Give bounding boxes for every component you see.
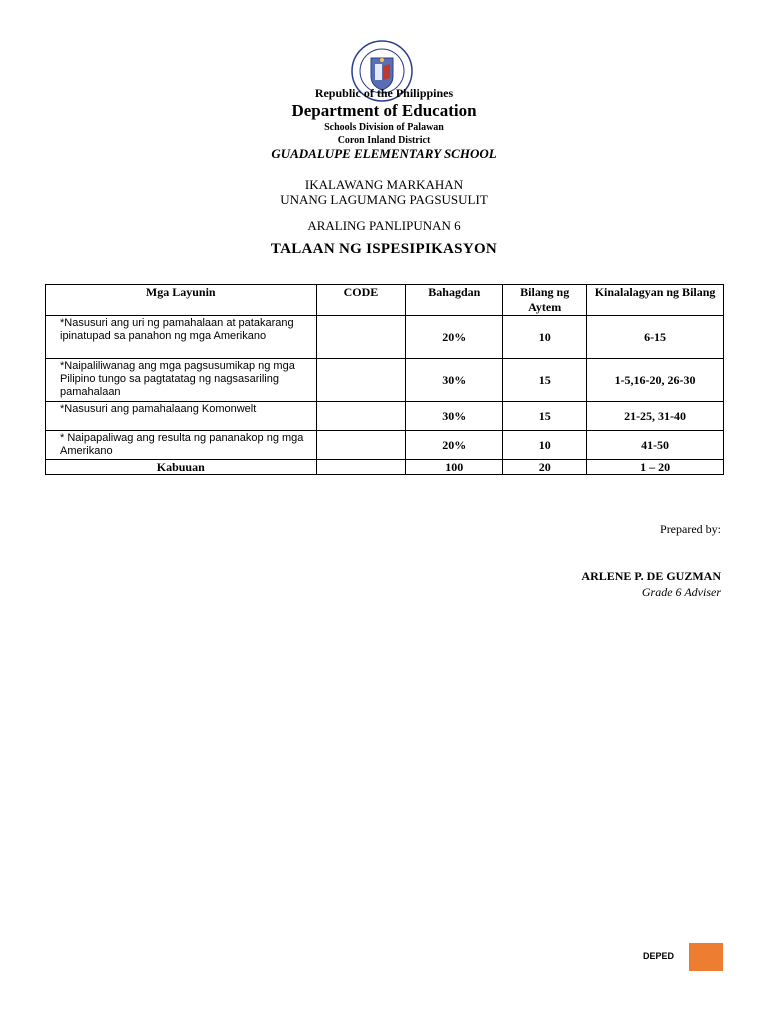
table-row [46,359,724,402]
items-cell: 10 [503,316,587,359]
objective-cell: *Nasusuri ang pamahalaang Komonwelt [46,402,317,431]
objective-cell: *Nasusuri ang uri ng pamahalaan at patakarang ipinatupad sa panahon ng mga Amerikano [46,316,317,359]
percent-cell: 30% [406,402,503,431]
footer-accent-box [689,943,723,971]
code-cell [316,316,406,359]
header-percent: Bahagdan [406,285,503,316]
header-items: Bilang ng Aytem [503,285,587,316]
items-cell: 15 [503,402,587,431]
total-code [316,460,406,475]
total-placement: 1 – 20 [587,460,724,475]
specification-table [45,284,724,475]
school-name: GUADALUPE ELEMENTARY SCHOOL [271,146,497,161]
preparer-name: ARLENE P. DE GUZMAN [581,569,721,583]
preparer-position: Grade 6 Adviser [641,585,721,599]
placement-cell: 41-50 [587,431,724,460]
placement-cell: 6-15 [587,316,724,359]
percent-cell: 20% [406,316,503,359]
table-row [46,316,724,359]
division-name: Schools Division of Palawan [324,122,444,133]
items-cell: 15 [503,359,587,402]
district-name: Coron Inland District [337,135,431,146]
test-label: UNANG LAGUMANG PAGSUSULIT [280,192,488,207]
items-cell: 10 [503,431,587,460]
header-objectives: Mga Layunin [46,285,317,316]
code-cell [316,402,406,431]
subject-label: ARALING PANLIPUNAN 6 [307,218,461,233]
department-name: Department of Education [291,101,477,120]
objective-cell: *Naipaliliwanag ang mga pagsusumikap ng mga Pilipino tungo sa pagtatatag ng nagsasariling pamahalaan [46,359,317,402]
placement-cell: 21-25, 31-40 [587,402,724,431]
table-row [46,431,724,460]
header-code: CODE [316,285,406,316]
placement-cell: 1-5,16-20, 26-30 [587,359,724,402]
document-title: TALAAN NG ISPESIPIKASYON [270,241,498,257]
percent-cell: 30% [406,359,503,402]
objective-cell: * Naipapaliwag ang resulta ng pananakop ng mga Amerikano [46,431,317,460]
total-items: 20 [503,460,587,475]
prepared-by-label: Prepared by: [660,522,721,536]
percent-cell: 20% [406,431,503,460]
table-header-row [46,285,724,316]
code-cell [316,359,406,402]
header-placement: Kinalalagyan ng Bilang [587,285,724,316]
total-label: Kabuuan [46,460,317,475]
table-row [46,402,724,431]
footer-label: DEPED [643,951,675,961]
quarter-label: IKALAWANG MARKAHAN [304,177,464,192]
table-total-row [46,460,724,475]
code-cell [316,431,406,460]
republic-line: Republic of the Philippines [314,86,454,100]
total-percent: 100 [406,460,503,475]
